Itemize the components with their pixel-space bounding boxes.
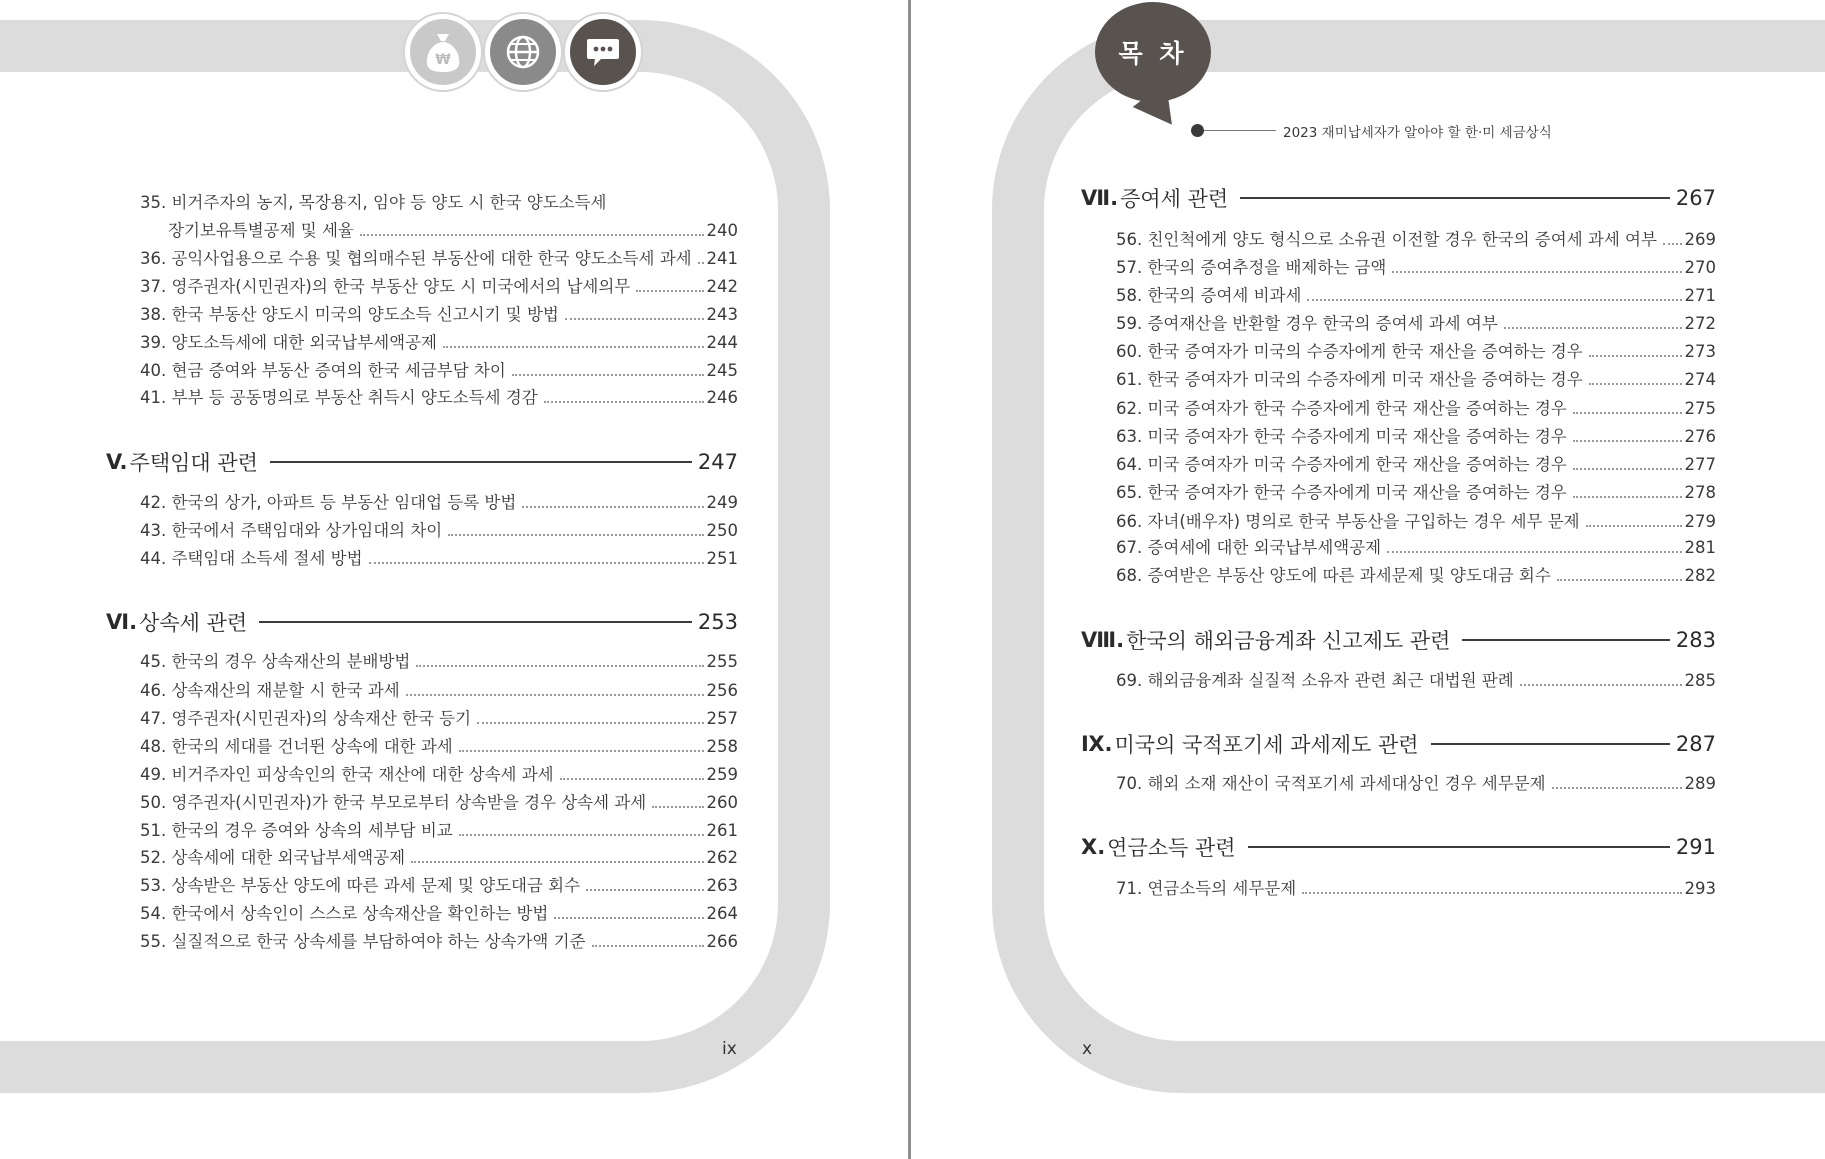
section-numeral: Ⅵ. bbox=[106, 610, 138, 634]
section-title: 상속세 관련 bbox=[139, 611, 248, 635]
toc-entry bbox=[1116, 226, 1716, 250]
entry-page-number: 251 bbox=[706, 549, 738, 568]
toc-entry bbox=[140, 705, 738, 729]
entry-page-number: 256 bbox=[706, 681, 738, 700]
entry-page-number: 261 bbox=[706, 821, 738, 840]
toc-entry bbox=[140, 301, 738, 325]
section-rule bbox=[1431, 743, 1670, 745]
toc-entry bbox=[140, 844, 738, 868]
entry-title: 70. 해외 소재 재산이 국적포기세 과세대상인 경우 세무문제 bbox=[1116, 774, 1546, 793]
toc-section-heading bbox=[1081, 183, 1716, 213]
toc-entry bbox=[140, 872, 738, 896]
toc-entry-first-line bbox=[140, 189, 606, 213]
toc-entry bbox=[1116, 875, 1716, 899]
section-numeral: Ⅷ. bbox=[1081, 628, 1125, 652]
dot-leader bbox=[1573, 467, 1682, 470]
entry-title: 53. 상속받은 부동산 양도에 따른 과세 문제 및 양도대금 회수 bbox=[140, 876, 581, 895]
entry-title: 71. 연금소득의 세무문제 bbox=[1116, 879, 1297, 898]
dot-leader bbox=[459, 749, 704, 752]
dot-leader bbox=[1552, 786, 1682, 789]
entry-title: 46. 상속재산의 재분할 시 한국 과세 bbox=[140, 681, 400, 700]
section-rule bbox=[1240, 197, 1670, 199]
dot-leader bbox=[1307, 298, 1681, 301]
dot-leader bbox=[1387, 550, 1681, 553]
left-page bbox=[0, 0, 908, 1159]
entry-title: 47. 영주권자(시민권자)의 상속재산 한국 등기 bbox=[140, 709, 472, 728]
dot-leader bbox=[369, 561, 704, 564]
globe-icon bbox=[485, 14, 561, 90]
header-rule bbox=[1204, 130, 1276, 131]
entry-title: 39. 양도소득세에 대한 외국납부세액공제 bbox=[140, 333, 437, 352]
dot-leader bbox=[652, 805, 703, 808]
entry-page-number: 293 bbox=[1684, 879, 1716, 898]
section-title: 주택임대 관련 bbox=[129, 451, 258, 475]
toc-entry bbox=[140, 489, 738, 513]
entry-page-number: 269 bbox=[1684, 230, 1716, 249]
toc-entry bbox=[140, 761, 738, 785]
section-rule bbox=[259, 621, 692, 623]
won-sign: ₩ bbox=[435, 52, 451, 68]
section-page-number: 283 bbox=[1675, 628, 1716, 652]
entry-title: 61. 한국 증여자가 미국의 수증자에게 미국 재산을 증여하는 경우 bbox=[1116, 370, 1583, 389]
section-rule bbox=[1462, 639, 1669, 641]
section-numeral: Ⅹ. bbox=[1081, 835, 1106, 859]
toc-section-heading bbox=[106, 447, 738, 477]
dot-leader bbox=[592, 944, 704, 947]
section-title: 연금소득 관련 bbox=[1107, 836, 1236, 860]
toc-entry bbox=[140, 329, 738, 353]
toc-entry bbox=[140, 245, 738, 269]
entry-page-number: 249 bbox=[706, 493, 738, 512]
toc-title-bubble bbox=[1095, 2, 1211, 102]
entry-page-number: 276 bbox=[1684, 427, 1716, 446]
entry-page-number: 279 bbox=[1684, 512, 1716, 531]
toc-entry bbox=[1116, 667, 1716, 691]
dot-leader bbox=[406, 693, 704, 696]
toc-section-heading bbox=[106, 607, 738, 637]
dot-leader bbox=[1392, 270, 1681, 273]
entry-page-number: 260 bbox=[706, 793, 738, 812]
toc-entry bbox=[1116, 562, 1716, 586]
dot-leader bbox=[1663, 242, 1682, 245]
entry-title: 59. 증여재산을 반환할 경우 한국의 증여세 과세 여부 bbox=[1116, 314, 1498, 333]
chat-bubble-icon bbox=[565, 14, 641, 90]
globe-shape bbox=[505, 34, 541, 70]
toc-entry bbox=[1116, 770, 1716, 794]
book-spine bbox=[908, 0, 911, 1159]
entry-title: 67. 증여세에 대한 외국납부세액공제 bbox=[1116, 538, 1382, 557]
entry-page-number: 285 bbox=[1684, 671, 1716, 690]
entry-title: 45. 한국의 경우 상속재산의 분배방법 bbox=[140, 652, 411, 671]
entry-page-number: 278 bbox=[1684, 483, 1716, 502]
entry-page-number: 271 bbox=[1684, 286, 1716, 305]
toc-section-heading bbox=[1081, 832, 1716, 862]
toc-entry bbox=[1116, 282, 1716, 306]
entry-page-number: 281 bbox=[1684, 538, 1716, 557]
dot-leader bbox=[586, 888, 703, 891]
entry-title: 43. 한국에서 주택임대와 상가임대의 차이 bbox=[140, 521, 443, 540]
toc-entry bbox=[140, 357, 738, 381]
entry-title: 37. 영주권자(시민권자)의 한국 부동산 양도 시 미국에서의 납세의무 bbox=[140, 277, 631, 296]
entry-page-number: 264 bbox=[706, 904, 738, 923]
entry-title: 49. 비거주자인 피상속인의 한국 재산에 대한 상속세 과세 bbox=[140, 765, 554, 784]
toc-title: 목 차 bbox=[1118, 39, 1188, 68]
dot-leader bbox=[544, 400, 704, 403]
entry-title: 36. 공익사업용으로 수용 및 협의매수된 부동산에 대한 한국 양도소득세 과세 bbox=[140, 249, 692, 268]
section-page-number: 291 bbox=[1675, 835, 1716, 859]
dot-leader bbox=[416, 664, 703, 667]
entry-title: 55. 실질적으로 한국 상속세를 부담하여야 하는 상속가액 기준 bbox=[140, 932, 586, 951]
entry-title: 56. 친인척에게 양도 형식으로 소유권 이전할 경우 한국의 증여세 과세 여부 bbox=[1116, 230, 1657, 249]
entry-title: 65. 한국 증여자가 한국 수증자에게 미국 재산을 증여하는 경우 bbox=[1116, 483, 1567, 502]
entry-page-number: 250 bbox=[706, 521, 738, 540]
entry-page-number: 272 bbox=[1684, 314, 1716, 333]
entry-page-number: 262 bbox=[706, 848, 738, 867]
entry-page-number: 258 bbox=[706, 737, 738, 756]
entry-page-number: 241 bbox=[706, 249, 738, 268]
toc-entry bbox=[1116, 508, 1716, 532]
section-rule bbox=[1248, 846, 1670, 848]
entry-page-number: 242 bbox=[706, 277, 738, 296]
dot-leader bbox=[565, 317, 704, 320]
section-page-number: 267 bbox=[1675, 186, 1716, 210]
dot-leader bbox=[1573, 495, 1682, 498]
entry-page-number: 270 bbox=[1684, 258, 1716, 277]
entry-title: 42. 한국의 상가, 아파트 등 부동산 임대업 등록 방법 bbox=[140, 493, 517, 512]
section-page-number: 287 bbox=[1675, 732, 1716, 756]
money-bag-icon bbox=[405, 14, 481, 90]
toc-entry bbox=[140, 677, 738, 701]
entry-title: 44. 주택임대 소득세 절세 방법 bbox=[140, 549, 363, 568]
entry-title: 57. 한국의 증여추정을 배제하는 금액 bbox=[1116, 258, 1387, 277]
toc-section-heading bbox=[1081, 729, 1716, 759]
toc-entry bbox=[1116, 534, 1716, 558]
dot-leader bbox=[512, 373, 704, 376]
toc-entry bbox=[1116, 310, 1716, 334]
toc-entry bbox=[140, 648, 738, 672]
entry-title: 66. 자녀(배우자) 명의로 한국 부동산을 구입하는 경우 세무 문제 bbox=[1116, 512, 1580, 531]
dot-leader bbox=[560, 777, 704, 780]
entry-page-number: 273 bbox=[1684, 342, 1716, 361]
dot-leader bbox=[1589, 382, 1682, 385]
entry-title: 38. 한국 부동산 양도시 미국의 양도소득 신고시기 및 방법 bbox=[140, 305, 559, 324]
entry-page-number: 259 bbox=[706, 765, 738, 784]
toc-entry bbox=[1116, 479, 1716, 503]
toc-entry bbox=[1116, 254, 1716, 278]
dot-leader bbox=[1520, 683, 1682, 686]
dot-leader bbox=[698, 261, 704, 264]
section-numeral: V. bbox=[106, 450, 128, 474]
section-title: 증여세 관련 bbox=[1120, 187, 1229, 211]
entry-title: 62. 미국 증여자가 한국 수증자에게 한국 재산을 증여하는 경우 bbox=[1116, 399, 1567, 418]
entry-title: 63. 미국 증여자가 한국 수증자에게 미국 재산을 증여하는 경우 bbox=[1116, 427, 1567, 446]
dot-leader bbox=[636, 289, 703, 292]
section-numeral: Ⅶ. bbox=[1081, 186, 1119, 210]
entry-page-number: 257 bbox=[706, 709, 738, 728]
section-title: 미국의 국적포기세 과세제도 관련 bbox=[1114, 733, 1419, 757]
entry-page-number: 274 bbox=[1684, 370, 1716, 389]
toc-entry bbox=[140, 733, 738, 757]
toc-entry bbox=[140, 900, 738, 924]
dot-leader bbox=[448, 533, 703, 536]
toc-entry bbox=[140, 545, 738, 569]
toc-entry bbox=[140, 789, 738, 813]
entry-page-number: 289 bbox=[1684, 774, 1716, 793]
toc-entry bbox=[1116, 366, 1716, 390]
section-rule bbox=[270, 461, 692, 463]
entry-page-number: 282 bbox=[1684, 566, 1716, 585]
entry-title: 48. 한국의 세대를 건너뛴 상속에 대한 과세 bbox=[140, 737, 453, 756]
money-bag-shape bbox=[423, 30, 463, 74]
entry-title: 41. 부부 등 공동명의로 부동산 취득시 양도소득세 경감 bbox=[140, 388, 538, 407]
toc-section-heading bbox=[1081, 625, 1716, 655]
section-title: 한국의 해외금융계좌 신고제도 관련 bbox=[1126, 629, 1451, 653]
entry-page-number: 275 bbox=[1684, 399, 1716, 418]
dot-leader bbox=[443, 345, 704, 348]
dot-leader bbox=[459, 833, 704, 836]
page-number-right: x bbox=[1082, 1039, 1093, 1059]
entry-title: 51. 한국의 경우 증여와 상속의 세부담 비교 bbox=[140, 821, 453, 840]
toc-entry bbox=[140, 817, 738, 841]
dot-leader bbox=[411, 860, 703, 863]
entry-page-number: 266 bbox=[706, 932, 738, 951]
entry-title: 장기보유특별공제 및 세율 bbox=[168, 221, 354, 240]
toc-entry bbox=[140, 273, 738, 297]
entry-title: 35. 비거주자의 농지, 목장용지, 임야 등 양도 시 한국 양도소득세 bbox=[140, 193, 607, 212]
entry-title: 64. 미국 증여자가 미국 수증자에게 한국 재산을 증여하는 경우 bbox=[1116, 455, 1567, 474]
entry-page-number: 277 bbox=[1684, 455, 1716, 474]
entry-page-number: 246 bbox=[706, 388, 738, 407]
entry-title: 58. 한국의 증여세 비과세 bbox=[1116, 286, 1302, 305]
dot-leader bbox=[554, 916, 703, 919]
dot-leader bbox=[522, 505, 703, 508]
toc-entry bbox=[140, 384, 738, 408]
dot-leader bbox=[1557, 578, 1682, 581]
entry-title: 60. 한국 증여자가 미국의 수증자에게 한국 재산을 증여하는 경우 bbox=[1116, 342, 1583, 361]
dot-leader bbox=[1504, 326, 1682, 329]
entry-title: 69. 해외금융계좌 실질적 소유자 관련 최근 대법원 판례 bbox=[1116, 671, 1514, 690]
book-subtitle: 2023 재미납세자가 알아야 할 한·미 세금상식 bbox=[1283, 125, 1552, 141]
toc-entry bbox=[168, 217, 738, 241]
toc-entry bbox=[1116, 395, 1716, 419]
dot-leader bbox=[1586, 524, 1682, 527]
header-dot bbox=[1191, 124, 1204, 137]
entry-title: 52. 상속세에 대한 외국납부세액공제 bbox=[140, 848, 406, 867]
dot-leader bbox=[360, 233, 704, 236]
entry-page-number: 263 bbox=[706, 876, 738, 895]
chat-bubble-shape bbox=[585, 35, 621, 69]
entry-page-number: 255 bbox=[706, 652, 738, 671]
dot-leader bbox=[477, 721, 703, 724]
entry-title: 68. 증여받은 부동산 양도에 따른 과세문제 및 양도대금 회수 bbox=[1116, 566, 1551, 585]
entry-page-number: 243 bbox=[706, 305, 738, 324]
dot-leader bbox=[1573, 411, 1682, 414]
dot-leader bbox=[1573, 439, 1682, 442]
toc-entry bbox=[1116, 423, 1716, 447]
entry-title: 54. 한국에서 상속인이 스스로 상속재산을 확인하는 방법 bbox=[140, 904, 549, 923]
toc-entry bbox=[140, 517, 738, 541]
entry-page-number: 244 bbox=[706, 333, 738, 352]
dot-leader bbox=[1589, 354, 1682, 357]
page-number-left: ix bbox=[722, 1039, 737, 1059]
section-page-number: 253 bbox=[697, 610, 738, 634]
toc-entry bbox=[1116, 451, 1716, 475]
entry-title: 50. 영주권자(시민권자)가 한국 부모로부터 상속받을 경우 상속세 과세 bbox=[140, 793, 647, 812]
entry-title: 40. 현금 증여와 부동산 증여의 한국 세금부담 차이 bbox=[140, 361, 506, 380]
toc-entry bbox=[140, 928, 738, 952]
toc-entry bbox=[1116, 338, 1716, 362]
section-page-number: 247 bbox=[697, 450, 738, 474]
section-numeral: Ⅸ. bbox=[1081, 732, 1113, 756]
dot-leader bbox=[1302, 891, 1681, 894]
entry-page-number: 245 bbox=[706, 361, 738, 380]
entry-page-number: 240 bbox=[706, 221, 738, 240]
